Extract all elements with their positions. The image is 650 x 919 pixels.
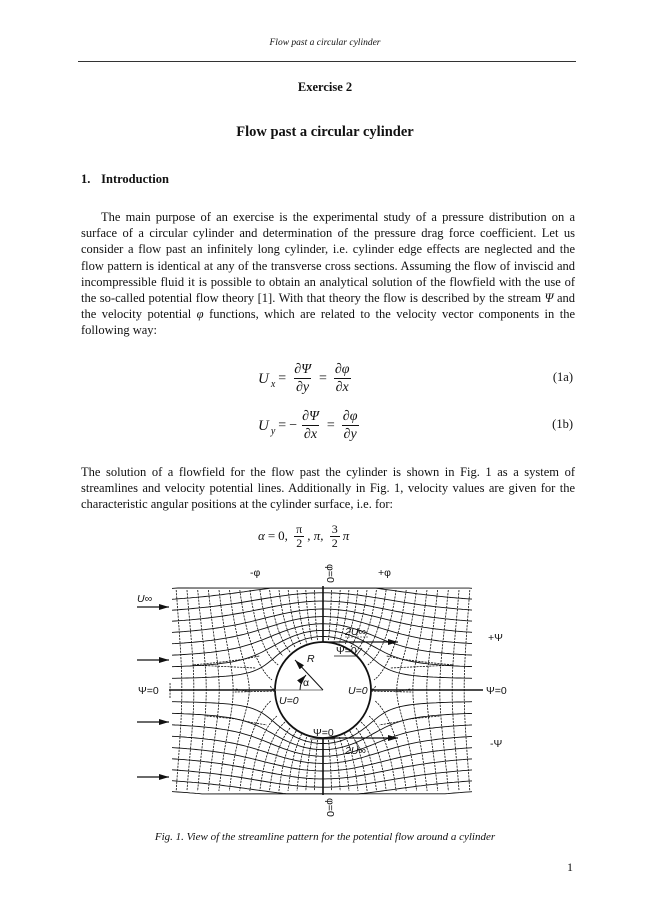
eq-fraction-1: $\frac{\partial\Psi}{\partial x}$ [302, 409, 319, 442]
u-zero-right-label: U=0 [348, 685, 368, 697]
angle-values-equation: α = 0, $\frac{\pi}{2}$ , π, $\frac{3}{2}$ π [258, 521, 350, 550]
potential-line [240, 590, 272, 680]
two-u-inf-bottom-label: 2U∞ [345, 745, 366, 757]
intro-text: The main purpose of an exercise is the experimental study of a pressure distribution on a surface of a circular cylinder and determination of the pressure drag force coefficient. Let us consider a flow past an infinitely long cylinder, i.e. cylinder edge effects are neglected and the flow pattern is identical at any of the transverse cross sections. Assuming the flow of inviscid and incompressible fluid it is possible to obtain an analytical solution of the flowfield with the use of the so-called potential flow theory [1]. With that theory the flow is described by the stream [81, 210, 575, 306]
potential-line [374, 590, 406, 680]
u-inf-label: U∞ [137, 593, 153, 605]
eq-lhs-var: U [258, 370, 269, 387]
potential-line [329, 740, 332, 791]
minus-phi-label: -φ [250, 567, 261, 579]
intro-paragraph [81, 209, 575, 339]
eq-lhs-sub: x [270, 378, 276, 390]
potential-line [350, 731, 367, 791]
equation-tag: (1a) [552, 370, 573, 384]
running-head: Flow past a circular cylinder [269, 38, 381, 48]
two-u-inf-top-label: 2U∞ [345, 626, 366, 638]
eq-lhs-var: U [258, 417, 269, 434]
minus-psi-label: -Ψ [490, 738, 503, 750]
plus-psi-label: +Ψ [488, 632, 503, 644]
eq-fraction-2: $\frac{\partial\varphi}{\partial y}$ [342, 409, 358, 442]
potential-line [297, 737, 307, 791]
equation-1a: U x = $\frac{\partial\Psi}{\partial y}$ = $\frac{\partial\varphi}{\partial x}$ (1a) [258, 362, 573, 395]
u-zero-left-label: U=0 [279, 695, 299, 707]
plus-phi-label: +φ [378, 567, 391, 579]
potential-line [306, 590, 312, 641]
exercise-label: Exercise 2 [297, 80, 353, 94]
potential-line [328, 590, 331, 641]
flow-pattern-figure [100, 560, 550, 830]
figure-caption: Fig. 1. View of the streamline pattern for the potential flow around a cylinder [154, 831, 496, 843]
page-number: 1 [567, 860, 573, 874]
eq-fraction-2: $\frac{\partial\varphi}{\partial x}$ [334, 362, 350, 395]
three-half-fraction: $\frac{3}{2}$ [331, 521, 338, 550]
potential-line [387, 656, 454, 668]
streamline [172, 588, 472, 599]
phi-zero-top-label: φ=0 [324, 564, 336, 583]
alpha-symbol: α [258, 528, 265, 543]
equation-tag: (1b) [552, 417, 573, 431]
eq-lhs-sub: y [270, 425, 276, 437]
psi-symbol: Ψ [544, 291, 554, 306]
potential-line [315, 590, 318, 641]
document-title: Flow past a circular cylinder [236, 124, 414, 140]
section-heading [81, 172, 169, 187]
equation-1b: U y = − $\frac{\partial\Psi}{\partial x}$ = $\frac{\partial\varphi}{\partial y}$ (1b) [258, 409, 573, 442]
solution-paragraph: The solution of a flowfield for the flow past the cylinder is shown in Fig. 1 as a system of streamlines and velocity potential lines. Additionally in Fig. 1, velocity values are given for the characteristic angular positions at the cylinder surface, i.e. for: [81, 465, 575, 512]
section-number: 1. [81, 172, 91, 186]
psi-zero-cyl-bottom-label: Ψ=0 [313, 727, 334, 739]
potential-line [314, 740, 317, 791]
header-rule [78, 61, 576, 62]
eq-sign: − [289, 418, 298, 433]
section-title: Introduction [101, 172, 169, 186]
streamline [172, 748, 472, 771]
phi-symbol: φ [196, 307, 204, 322]
streamline [172, 601, 472, 621]
psi-zero-left-label: Ψ=0 [138, 685, 159, 697]
streamline [172, 759, 472, 779]
potential-line [250, 590, 278, 665]
potential-line [297, 590, 307, 644]
potential-line [368, 590, 396, 665]
potential-line [334, 590, 340, 641]
phi-zero-bottom-label: φ=0 [324, 798, 336, 817]
potential-line [279, 731, 296, 791]
pi-half-fraction: $\frac{\pi}{2}$ [296, 521, 303, 550]
radius-label: R [307, 653, 315, 665]
psi-zero-right-label: Ψ=0 [486, 685, 507, 697]
streamline [172, 609, 472, 632]
alpha-label: α [303, 677, 310, 689]
psi-zero-cyl-top-label: Ψ=0 [336, 645, 357, 657]
intro-text-mid: and the velocity potential [81, 291, 575, 322]
potential-line [193, 656, 260, 668]
intro-text-end: functions, which are related to the velocity vector components in the following way: [81, 307, 576, 338]
eq-fraction-1: $\frac{\partial\Psi}{\partial y}$ [294, 362, 311, 395]
